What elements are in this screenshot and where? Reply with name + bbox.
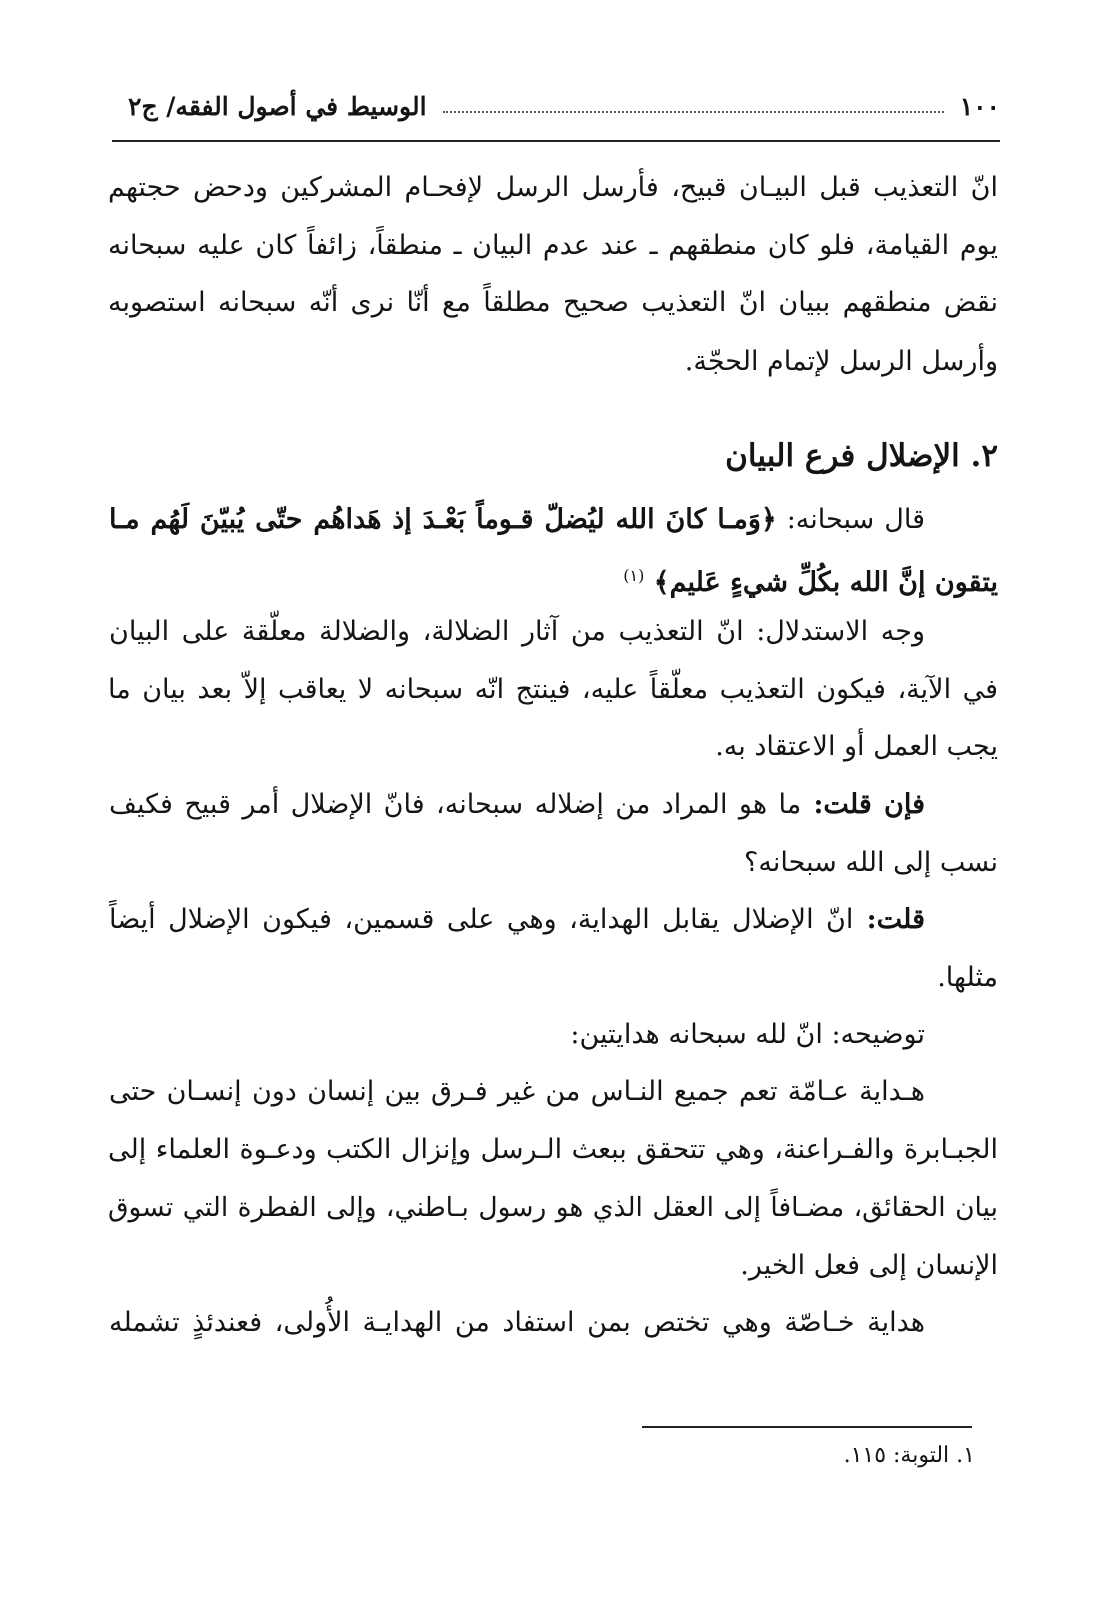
header-dot-leader <box>443 111 944 113</box>
verse-text-1: ﴿وَمـا كانَ الله ليُضلّ قـوماً بَعْـدَ إذ هَداهُم حتّى يُبيّنَ لَهُم مـا <box>109 504 777 535</box>
text-line: في الآية، فيكون التعذيب معلّقاً عليه، فينتج انّه سبحانه لا يعاقب إلاّ بعد بيان ما <box>108 674 998 705</box>
footnote-ref: (١) <box>623 566 645 585</box>
question-line <box>109 785 925 825</box>
verse-text-2: يتقون إنَّ الله بكُلِّ شيءٍ عَليم﴾ <box>653 567 998 598</box>
text-line: هـداية عـامّة تعم جميع النـاس من غير فـرق بين إنسان دون إنسـان حتى <box>109 1076 925 1107</box>
text-line: هداية خـاصّة وهي تختص بمن استفاد من الهدايـة الأُولى، فعندئذٍ تشمله <box>109 1307 925 1338</box>
text-line: بيان الحقائق، مضـافاً إلى العقل الذي هو رسول بـاطني، وإلى الفطرة التي تسوق <box>108 1192 998 1223</box>
answer-line <box>109 900 925 940</box>
text-line: وأرسل الرسل لإتمام الحجّة. <box>684 346 998 377</box>
page-number: ١٠٠ <box>959 91 1000 121</box>
running-header <box>128 86 1000 126</box>
footnote-rule <box>642 1426 972 1428</box>
footnote: ١. التوبة: ١١٥. <box>843 1443 975 1468</box>
text-line: يجب العمل أو الاعتقاد به. <box>715 731 998 762</box>
text-line: يوم القيامة، فلو كان منطقهم ـ عند عدم البيان ـ منطقاً، زائفاً كان عليه سبحانه <box>108 230 998 261</box>
answer-text: انّ الإضلال يقابل الهداية، وهي على قسمين، فيكون الإضلال أيضاً <box>109 904 854 935</box>
text-line: الجبـابرة والفـراعنة، وهي تتحقق ببعث الـرسل وإنزال الكتب ودعـوة العلماء إلى <box>108 1134 998 1165</box>
running-title: الوسيط في أصول الفقه/ ج٢ <box>128 91 427 121</box>
question-text: ما هو المراد من إضلاله سبحانه، فانّ الإضلال أمر قبيح فكيف <box>109 789 802 820</box>
text-line: توضيحه: انّ لله سبحانه هدايتين: <box>570 1019 925 1050</box>
verse-line <box>109 500 925 540</box>
question-label: فإن قلت: <box>801 789 925 820</box>
verse-line <box>108 556 998 603</box>
text-line: مثلها. <box>937 962 998 993</box>
section-heading: ٢. الإضلال فرع البيان <box>725 438 998 474</box>
text-line: الإنسان إلى فعل الخير. <box>740 1250 998 1281</box>
answer-label: قلت: <box>853 904 925 935</box>
verse-intro: قال سبحانه: <box>776 504 926 535</box>
text-line: نسب إلى الله سبحانه؟ <box>744 847 998 878</box>
text-line: انّ التعذيب قبل البيـان قبيح، فأرسل الرسل لإفحـام المشركين ودحض حجتهم <box>108 172 998 203</box>
header-rule <box>112 140 1000 142</box>
text-line: نقض منطقهم ببيان انّ التعذيب صحيح مطلقاً مع أنّا نرى أنّه سبحانه استصوبه <box>108 287 998 318</box>
text-line: وجه الاستدلال: انّ التعذيب من آثار الضلالة، والضلالة معلّقة على البيان <box>109 616 925 647</box>
